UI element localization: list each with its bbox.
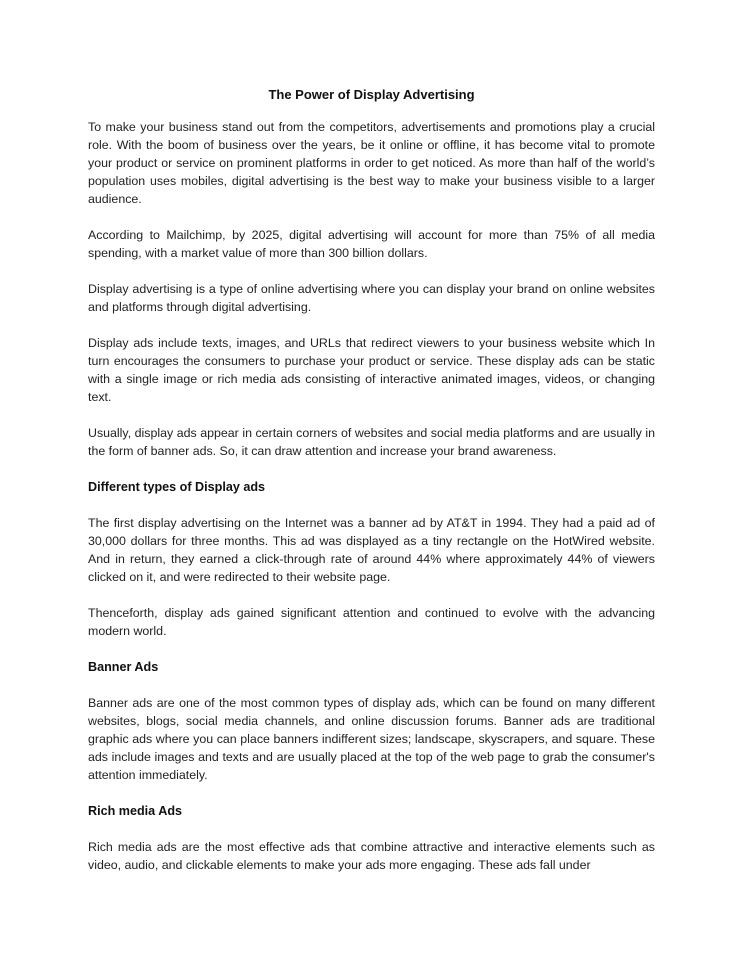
section-paragraph: The first display advertising on the Internet was a banner ad by AT&T in 1994. They had a paid ad of 30,000 dollars for three months. This ad was displayed as a tiny rectangle on the HotWired website. And in return, they earned a click-through rate of around 44% where approximately 44% of viewers clicked on it, and were redirected to their website page.	[88, 516, 655, 584]
intro-paragraph: Usually, display ads appear in certain corners of websites and social media platforms and are usually in the form of banner ads. So, it can draw attention and increase your brand awareness.	[88, 426, 655, 458]
document-page	[88, 86, 655, 892]
section-paragraph: Thenceforth, display ads gained significant attention and continued to evolve with the advancing modern world.	[88, 606, 655, 638]
intro-paragraph: According to Mailchimp, by 2025, digital advertising will account for more than 75% of all media spending, with a market value of more than 300 billion dollars.	[88, 228, 655, 260]
section-heading-display-ad-types: Different types of Display ads	[88, 480, 266, 494]
section-paragraph: Rich media ads are the most effective ads that combine attractive and interactive elements such as video, audio, and clickable elements to make your ads more engaging. These ads fall under	[88, 840, 655, 872]
section-heading-rich-media-ads: Rich media Ads	[88, 804, 183, 818]
intro-paragraph: Display ads include texts, images, and URLs that redirect viewers to your business website which In turn encourages the consumers to purchase your product or service. These display ads can be static with a single image or rich media ads consisting of interactive animated images, videos, or changing text.	[88, 336, 655, 404]
intro-paragraph: To make your business stand out from the competitors, advertisements and promotions play a crucial role. With the boom of business over the years, be it online or offline, it has become vital to promote your product or service on prominent platforms in order to get noticed. As more than half of the world’s population uses mobiles, digital advertising is the best way to make your business visible to a larger audience.	[88, 120, 655, 206]
intro-paragraph: Display advertising is a type of online advertising where you can display your brand on online websites and platforms through digital advertising.	[88, 282, 655, 314]
section-heading-banner-ads: Banner Ads	[88, 660, 159, 674]
section-paragraph: Banner ads are one of the most common types of display ads, which can be found on many different websites, blogs, social media channels, and online discussion forums. Banner ads are traditional graphic ads where you can place banners indifferent sizes; landscape, skyscrapers, and square. These ads include images and texts and are usually placed at the top of the web page to grab the consumer's attention immediately.	[88, 696, 655, 782]
document-title: The Power of Display Advertising	[268, 87, 475, 102]
